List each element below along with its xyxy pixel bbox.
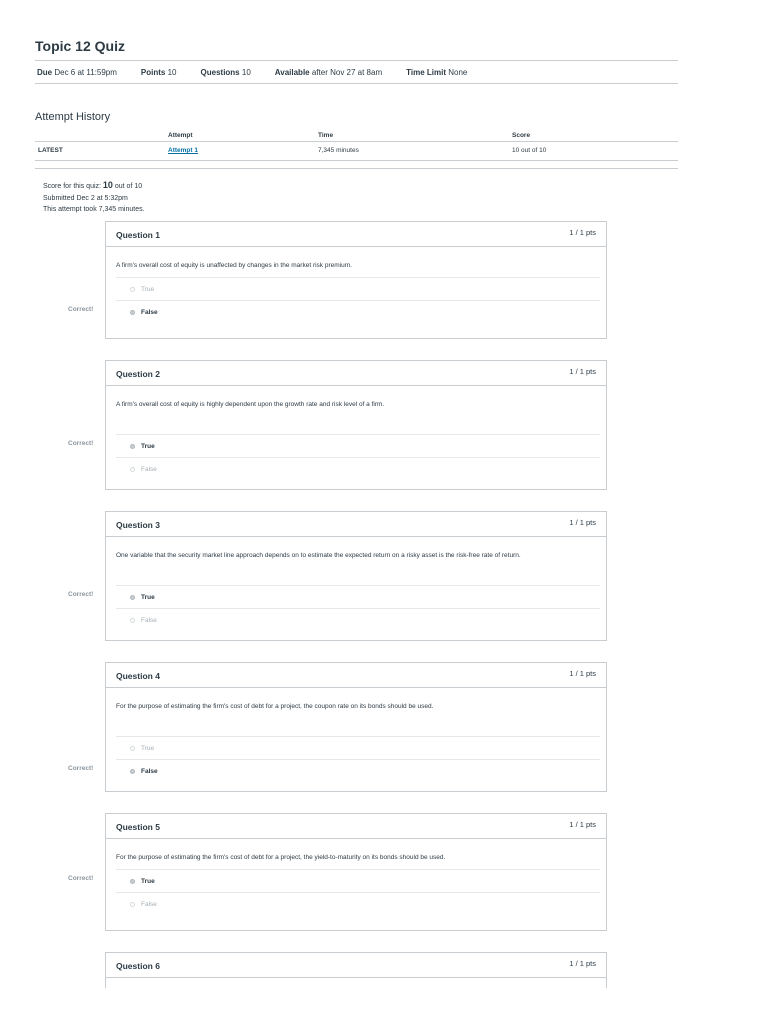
question-points: 1 / 1 pts: [569, 959, 596, 968]
submitted-line: Submitted Dec 2 at 5:32pm: [43, 194, 128, 202]
latest-tag: LATEST: [38, 147, 63, 154]
question-header: [106, 953, 606, 978]
answer-option-true: [116, 869, 600, 892]
question-text: For the purpose of estimating the firm's cost of debt for a project, the yield-to-maturity on its bonds should be used.: [116, 854, 446, 861]
detail-time-limit: Time Limit None: [406, 67, 468, 77]
column-score: Score: [512, 132, 531, 139]
question-text: A firm's overall cost of equity is highly dependent upon the growth rate and risk level of a firm.: [116, 401, 385, 408]
radio-icon: [130, 902, 135, 907]
page-title: Topic 12 Quiz: [35, 38, 125, 54]
column-attempt: Attempt: [168, 132, 193, 139]
attempt-history-heading: Attempt History: [35, 111, 111, 123]
detail-due: Due Dec 6 at 11:59pm: [37, 67, 117, 77]
detail-points: Points 10: [140, 67, 177, 77]
answer-label: True: [141, 442, 155, 450]
question-card-3: [105, 511, 607, 641]
correct-indicator: Correct!: [68, 591, 94, 598]
section-divider: [35, 168, 678, 169]
radio-icon: [130, 287, 135, 292]
question-points: 1 / 1 pts: [569, 518, 596, 527]
answer-option-true: [116, 736, 600, 759]
question-header: [106, 361, 606, 386]
answer-option-false: [116, 759, 600, 782]
answer-option-true: [116, 277, 600, 300]
answer-label: True: [141, 593, 155, 601]
answer-label: False: [141, 465, 157, 473]
radio-icon: [130, 310, 135, 315]
answer-label: False: [141, 900, 157, 908]
question-title: Question 6: [116, 961, 160, 971]
correct-indicator: Correct!: [68, 765, 94, 772]
answer-list: [116, 736, 600, 782]
answer-list: [116, 277, 600, 323]
answer-label: True: [141, 877, 155, 885]
question-points: 1 / 1 pts: [569, 367, 596, 376]
question-title: Question 3: [116, 520, 160, 530]
radio-icon: [130, 879, 135, 884]
question-text: One variable that the security market line approach depends on to estimate the expected return on a risky asset is the risk-free rate of return.: [116, 552, 521, 559]
detail-questions: Questions 10: [200, 67, 251, 77]
duration-line: This attempt took 7,345 minutes.: [43, 206, 145, 213]
question-card-6: [105, 952, 607, 988]
radio-icon: [130, 746, 135, 751]
question-points: 1 / 1 pts: [569, 669, 596, 678]
attempt-score: 10 out of 10: [512, 147, 547, 154]
answer-label: True: [141, 744, 155, 752]
question-text: A firm's overall cost of equity is unaffected by changes in the market risk premium.: [116, 262, 352, 269]
table-header: [35, 129, 678, 142]
answer-option-false: [116, 892, 600, 915]
correct-indicator: Correct!: [68, 306, 94, 313]
question-text: For the purpose of estimating the firm's cost of debt for a project, the coupon rate on its bonds should be used.: [116, 703, 434, 710]
question-title: Question 4: [116, 671, 160, 681]
question-title: Question 1: [116, 230, 160, 240]
quiz-details-bar: [35, 60, 678, 84]
answer-label: True: [141, 285, 155, 293]
detail-available: Available after Nov 27 at 8am: [274, 67, 383, 77]
radio-icon: [130, 618, 135, 623]
radio-icon: [130, 444, 135, 449]
correct-indicator: Correct!: [68, 440, 94, 447]
radio-icon: [130, 595, 135, 600]
answer-label: False: [141, 616, 157, 624]
question-header: [106, 814, 606, 839]
answer-option-false: [116, 457, 600, 480]
question-card-1: [105, 221, 607, 339]
question-header: [106, 222, 606, 247]
question-title: Question 5: [116, 822, 160, 832]
answer-option-false: [116, 300, 600, 323]
question-points: 1 / 1 pts: [569, 228, 596, 237]
score-line: Score for this quiz: 10 out of 10: [43, 180, 143, 190]
question-card-2: [105, 360, 607, 490]
question-card-4: [105, 662, 607, 792]
question-points: 1 / 1 pts: [569, 820, 596, 829]
question-header: [106, 663, 606, 688]
answer-list: [116, 434, 600, 480]
answer-list: [116, 585, 600, 631]
column-time: Time: [318, 132, 334, 139]
attempt-time: 7,345 minutes: [318, 147, 359, 154]
answer-label: False: [141, 767, 158, 775]
question-header: [106, 512, 606, 537]
answer-option-true: [116, 434, 600, 457]
table-row: [35, 142, 678, 161]
quiz-summary: [43, 180, 145, 216]
answer-option-true: [116, 585, 600, 608]
attempt-1-link[interactable]: Attempt 1: [168, 147, 198, 154]
answer-label: False: [141, 308, 158, 316]
question-title: Question 2: [116, 369, 160, 379]
question-card-5: [105, 813, 607, 931]
answer-list: [116, 869, 600, 915]
answer-option-false: [116, 608, 600, 631]
radio-icon: [130, 467, 135, 472]
attempt-history-table: [35, 129, 678, 161]
radio-icon: [130, 769, 135, 774]
correct-indicator: Correct!: [68, 875, 94, 882]
